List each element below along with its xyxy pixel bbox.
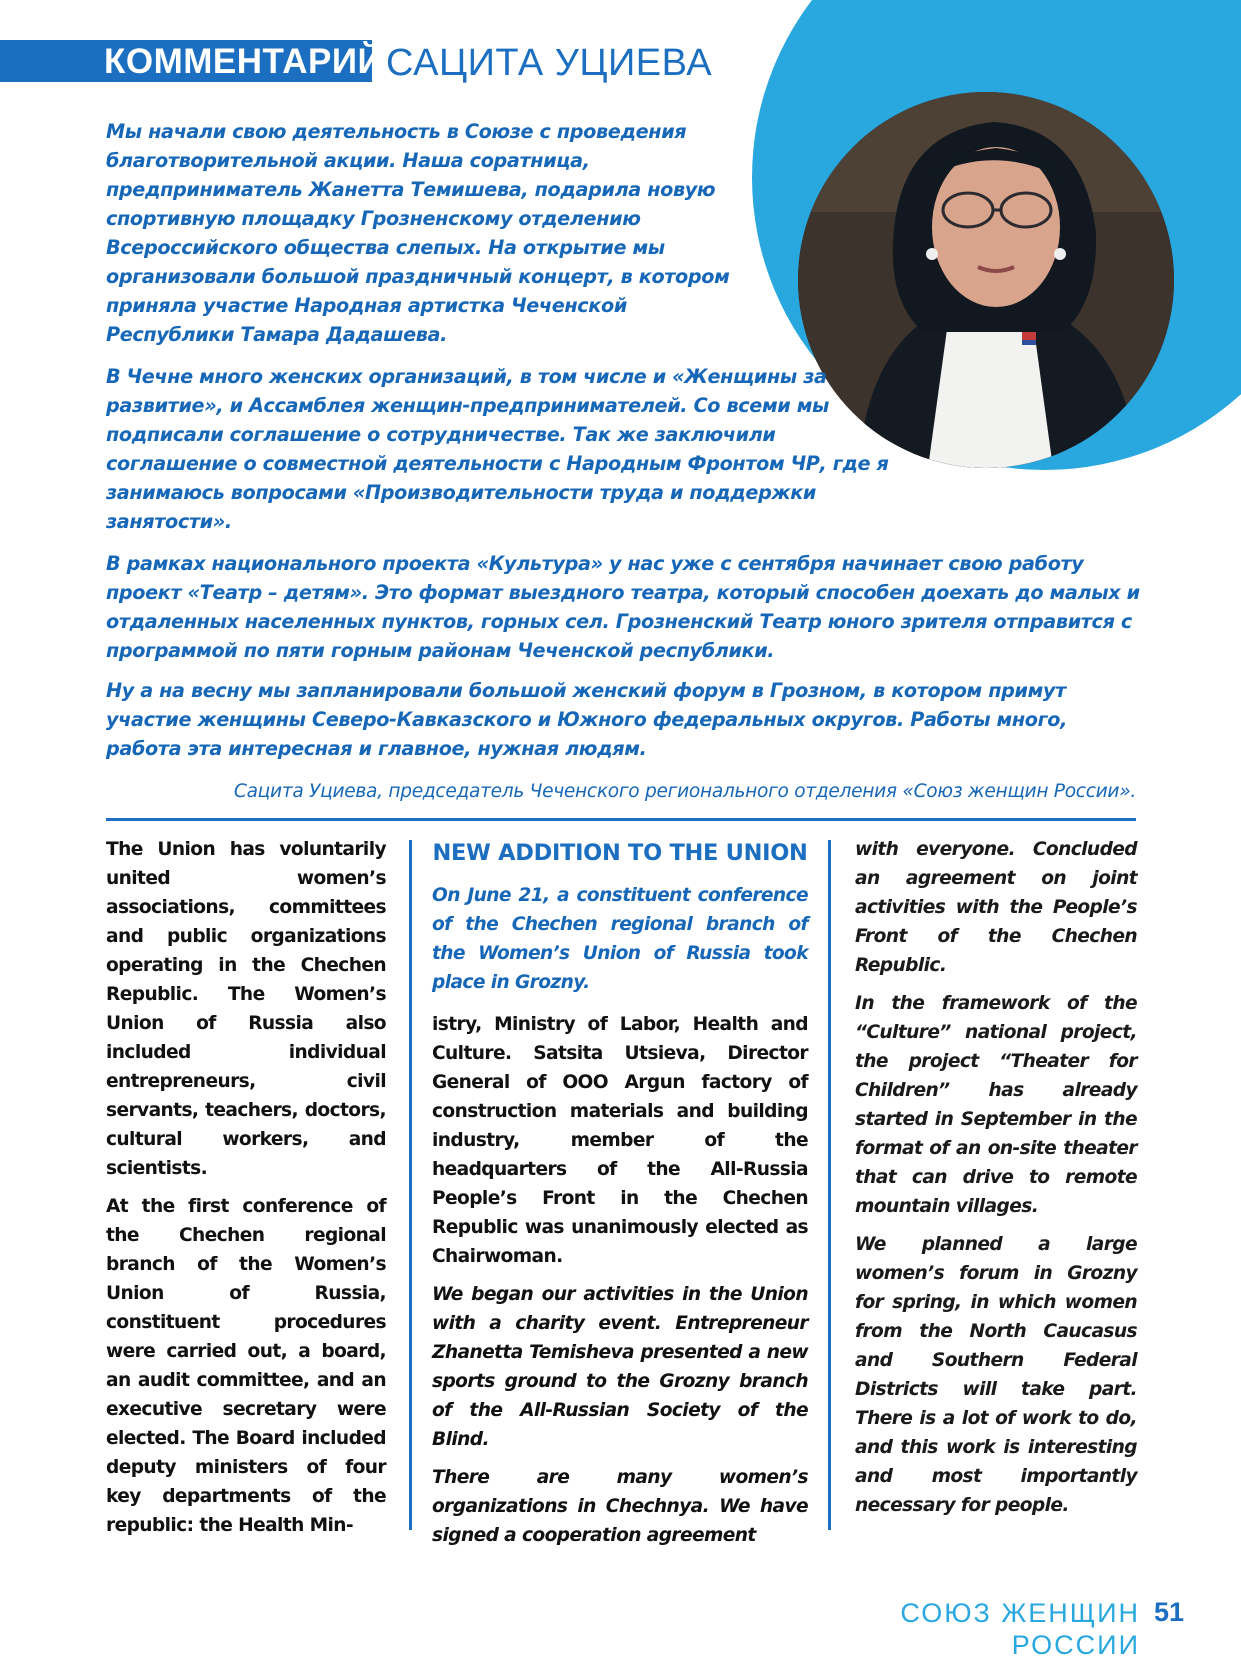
quote-paragraph-1: Мы начали свою деятельность в Союзе с проведения благотворительной акции. Наша соратница, предприниматель Жанетта Темишева, подарила новую спортивную площадку Грозненскому отделению Всероссийского общества слепых. На открытие мы организовали большой праздничный концерт, в котором приняла участие Народная артистка Чеченской Республики Тамара Дадашева. bbox=[106, 120, 730, 346]
column-divider-right bbox=[828, 840, 831, 1530]
magazine-title: СОЮЗ ЖЕНЩИН РОССИИ bbox=[900, 1598, 1140, 1660]
english-column-3 bbox=[855, 835, 1137, 1529]
section-subtitle: NEW ADDITION TO THE UNION bbox=[432, 840, 808, 866]
english-column-2 bbox=[432, 1010, 808, 1559]
column-divider-left bbox=[409, 840, 412, 1530]
lead-paragraph: On June 21, a constituent conference of the Chechen regional branch of the Women’s Union of Russia took place in Grozny. bbox=[432, 885, 808, 993]
commentator-name: САЦИТА УЦИЕВА bbox=[386, 42, 713, 84]
section-keyword: КОММЕНТАРИЙ bbox=[104, 42, 384, 81]
paragraph: There are many women’s organizations in Chechnya. We have signed a cooperation agreement bbox=[432, 1467, 808, 1546]
quote-paragraph-3: В рамках национального проекта «Культура» у нас уже с сентября начинает свою работу проект «Театр – детям». Это формат выездного театра, который способен доехать до малых и отдаленных населенных пунктов, горных сел. Грозненский Театр юного зрителя отправится с программой по пяти горным районам Чеченской республики. bbox=[106, 552, 1140, 662]
paragraph: At the first conference of the Chechen regional branch of the Women’s Union of Russia, constituent procedures were carried out, a board, an audit committee, and an executive secretary were elected. The Board included deputy ministers of four key departments of the republic: the Health Min- bbox=[106, 1196, 386, 1536]
divider-rule bbox=[106, 818, 1136, 821]
paragraph: We planned a large women’s forum in Grozny for spring, in which women from the North Caucasus and Southern Federal Districts will take part. There is a lot of work to do, and this work is interesting and most importantly necessary for people. bbox=[855, 1234, 1137, 1516]
page-number: 51 bbox=[1154, 1597, 1185, 1627]
english-column-1 bbox=[106, 835, 386, 1549]
paragraph: The Union has voluntarily united women’s associations, committees and public organizations operating in the Chechen Republic. The Women’s Union of Russia also included individual entrepreneurs, civil servants, teachers, doctors, cultural workers, and scientists. bbox=[106, 839, 386, 1179]
paragraph: with everyone. Concluded an agreement on joint activities with the People’s Front of the Chechen Republic. bbox=[855, 839, 1137, 976]
paragraph: We began our activities in the Union with a charity event. Entrepreneur Zhanetta Temisheva presented a new sports ground to the Grozny branch of the All-Russian Society of the Blind. bbox=[432, 1284, 808, 1450]
paragraph: In the framework of the “Culture” national project, the project “Theater for Children” has already started in September in the format of an on-site theater that can drive to remote mountain villages. bbox=[855, 993, 1137, 1217]
paragraph: istry, Ministry of Labor, Health and Culture. Satsita Utsieva, Director General of OOO Argun factory of construction materials and building industry, member of the headquarters of the All-Russia People’s Front in the Chechen Republic was unanimously elected as Chairwoman. bbox=[432, 1014, 808, 1267]
quote-paragraph-4: Ну а на весну мы запланировали большой женский форум в Грозном, в котором примут участие женщины Северо-Кавказского и Южного федеральных округов. Работы много, работа эта интересная и главное, нужная людям. bbox=[106, 679, 1068, 760]
quote-signature: Сацита Уциева, председатель Чеченского регионального отделения «Союз женщин России». bbox=[233, 781, 1136, 802]
quote-paragraph-2: В Чечне много женских организаций, в том числе и «Женщины за развитие», и Ассамблея женщин-предпринимателей. Со всеми мы подписали соглашение о сотрудничестве. Так же заключили соглашение о совместной деятельности с Народным Фронтом ЧР, где я занимаюсь вопросами «Производительности труда и поддержки занятости». bbox=[106, 365, 889, 533]
